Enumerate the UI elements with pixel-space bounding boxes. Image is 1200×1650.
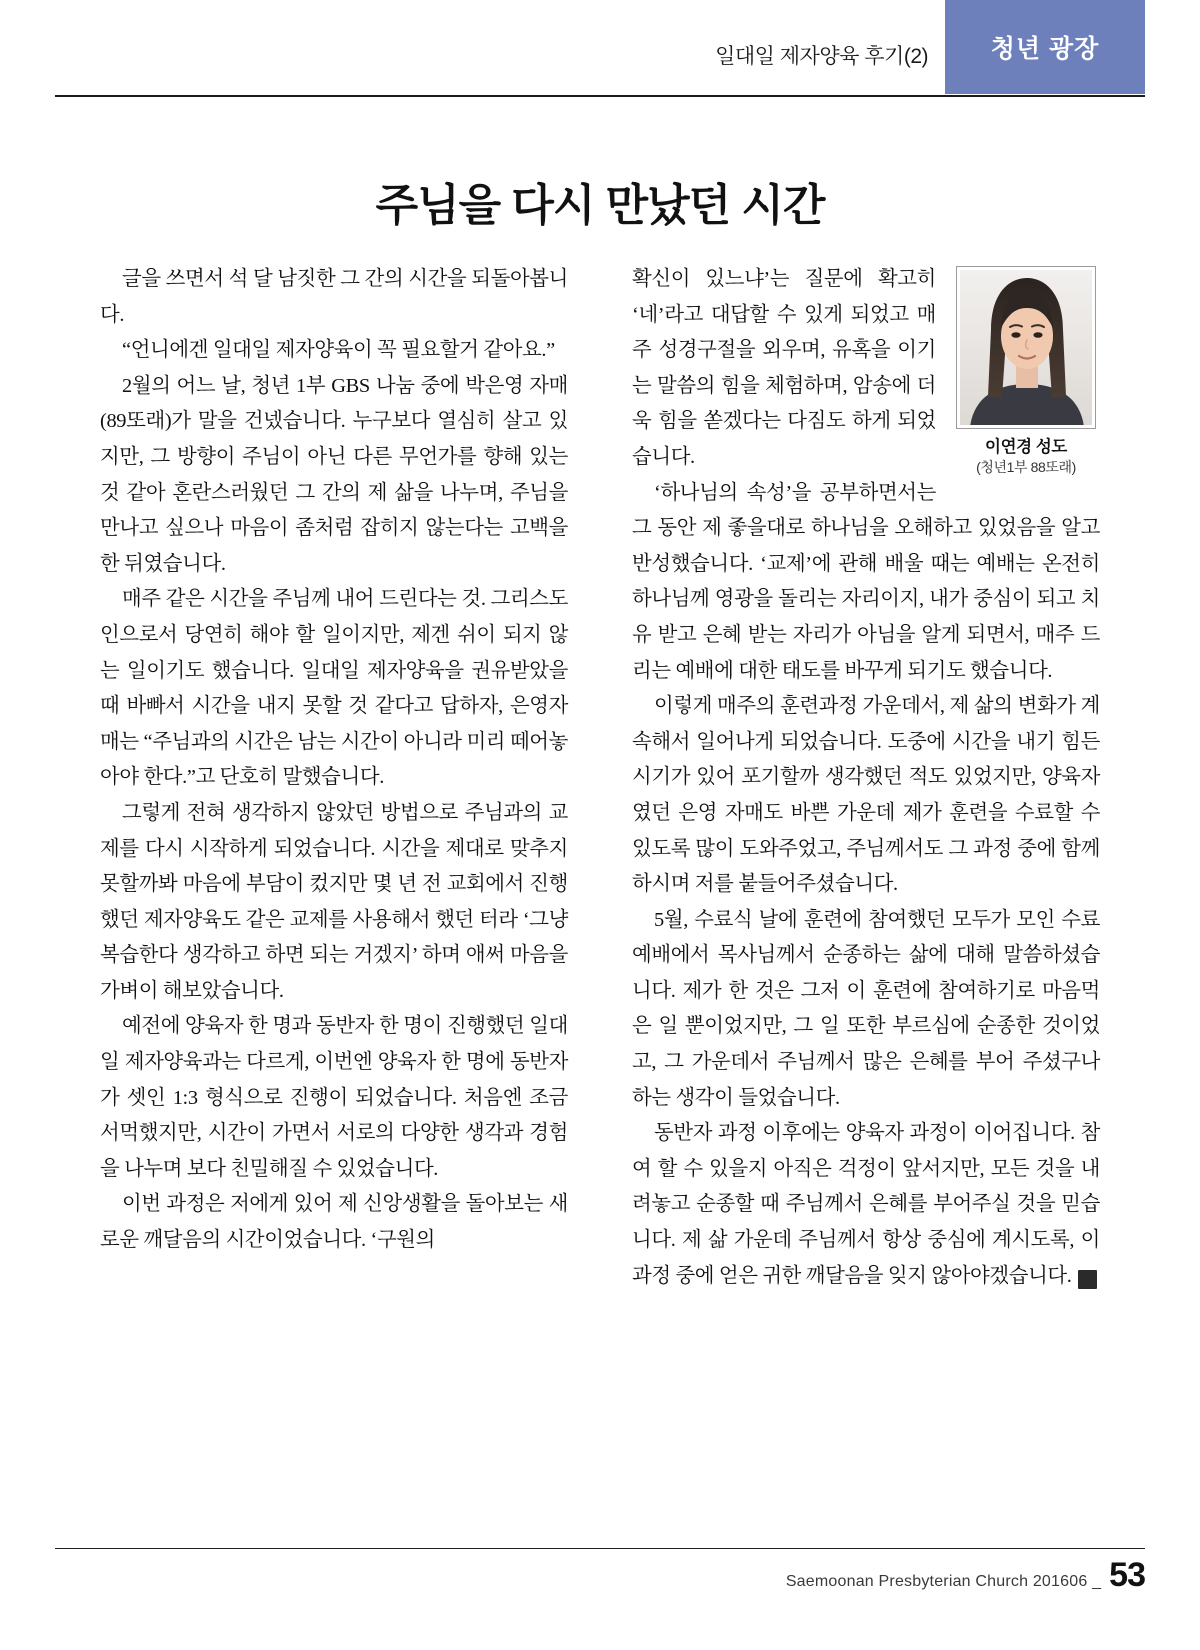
author-photo-frame	[956, 266, 1096, 429]
paragraph: “언니에겐 일대일 제자양육이 꼭 필요할거 같아요.”	[122, 339, 555, 362]
paragraph: 예전에 양육자 한 명과 동반자 한 명이 진행했던 일대일 제자양육과는 다르게, 이번엔 양육자 한 명에 동반자가 셋인 1:3 형식으로 진행이 되었습니다. 처음엔 조금 서먹했지만, 시간이 가면서 서로의 다양한 생각과 경험을 나누며 보다 친밀해질 수 있었습니다.	[100, 1015, 568, 1180]
page-title: 주님을 다시 만났던 시간	[375, 181, 825, 231]
end-mark-icon: 새	[1078, 1270, 1097, 1289]
paragraph: 확신이 있느냐’는 질문에 확고히 ‘네’라고 대답할 수 있게 되었고 매주 성경구절을 외우며, 유혹을 이기는 말씀의 힘을 체험하며, 암송에 더욱 힘을 쏟겠다는 다짐도 하게 되었습니다.	[632, 268, 936, 468]
section-tab: 청년 광장	[945, 0, 1145, 94]
paragraph: 이렇게 매주의 훈련과정 가운데서, 제 삶의 변화가 계속해서 일어나게 되었습니다. 도중에 시간을 내기 힘든 시기가 있어 포기할까 생각했던 적도 있었지만, 양육자였던 은영 자매도 바쁜 가운데 제가 훈련을 수료할 수 있도록 많이 도와주었고, 주님께서도 그 과정 중에 함께하시며 저를 붙들어주셨습니다.	[632, 695, 1100, 896]
page-number: 53	[1109, 1556, 1145, 1594]
article-column-right	[632, 262, 1112, 1294]
paragraph: 이번 과정은 저에게 있어 제 신앙생활을 돌아보는 새로운 깨달음의 시간이었습니다. ‘구원의	[100, 1193, 568, 1252]
paragraph	[632, 1116, 1112, 1294]
footer-divider	[55, 1548, 1145, 1549]
photo-caption-name: 이연경 성도	[985, 438, 1067, 456]
paragraph: 글을 쓰면서 석 달 남짓한 그 간의 시간을 되돌아봅니다.	[100, 268, 568, 326]
footer-text: Saemoonan Presbyterian Church 201606 _	[785, 1573, 1102, 1590]
paragraph: 그렇게 전혀 생각하지 않았던 방법으로 주님과의 교제를 다시 시작하게 되었습니다. 시간을 제대로 맞추지 못할까봐 마음에 부담이 컸지만 몇 년 전 교회에서 진행했던 제자양육도 같은 교제를 사용해서 했던 터라 ‘그냥 복습한다 생각하고 하면 되는 거겠지’ 하며 애써 마음을 가벼이 해보았습니다.	[100, 801, 568, 1002]
paragraph: 5월, 수료식 날에 훈련에 참여했던 모두가 모인 수료예배에서 목사님께서 순종하는 삶에 대해 말씀하셨습니다. 제가 한 것은 그저 이 훈련에 참여하기로 마음먹은 일 뿐이었지만, 그 일 또한 부르심에 순종한 것이었고, 그 가운데서 주님께서 많은 은혜를 부어 주셨구나 하는 생각이 들었습니다.	[632, 908, 1100, 1109]
portrait-illustration	[960, 270, 1092, 425]
page-header	[0, 0, 1200, 96]
paragraph-text: 동반자 과정 이후에는 양육자 과정이 이어집니다. 참여 할 수 있을지 아직은 걱정이 앞서지만, 모든 것을 내려놓고 순종할 때 주님께서 은혜를 부어주실 것을 믿습니다. 제 삶 가운데 주님께서 항상 중심에 계시도록, 이 과정 중에 얻은 귀한 깨달음을 잊지 않아야겠습니다.	[632, 1122, 1100, 1287]
header-kicker: 일대일 제자양육 후기(2)	[715, 45, 928, 68]
page-footer	[786, 1556, 1145, 1595]
header-divider	[55, 95, 1145, 97]
paragraph: 매주 같은 시간을 주님께 내어 드린다는 것. 그리스도인으로서 당연히 해야 할 일이지만, 제겐 쉬이 되지 않는 일이기도 했습니다. 일대일 제자양육을 권유받았을 때 바빠서 시간을 내지 못할 것 같다고 답하자, 은영자매는 “주님과의 시간은 남는 시간이 아니라 미리 떼어놓아야 한다.”고 단호히 말했습니다.	[100, 588, 568, 789]
author-photo-block	[952, 266, 1100, 476]
author-portrait	[960, 270, 1092, 425]
paragraph: ‘하나님의 속성’을 공부하면서는 그 동안 제 좋을대로 하나님을 오해하고 있었음을 알고 반성했습니다. ‘교제’에 관해 배울 때는 예배는 온전히 하나님께 영광을 돌리는 자리이지, 내가 중심이 되고 치유 받고 은혜 받는 자리가 아님을 알게 되면서, 매주 드리는 예배에 대한 태도를 바꾸게 되기도 했습니다.	[632, 481, 1100, 682]
paragraph: 2월의 어느 날, 청년 1부 GBS 나눔 중에 박은영 자매(89또래)가 말을 건넸습니다. 누구보다 열심히 살고 있지만, 그 방향이 주님이 아닌 다른 무언가를 향해 있는 것 같아 혼란스러웠던 그 간의 제 삶을 나누며, 주님을 만나고 싶으나 마음이 좀처럼 잡히지 않는다는 고백을 한 뒤였습니다.	[100, 374, 568, 575]
photo-caption-sub: (청년1부 88또래)	[976, 458, 1076, 475]
article-column-left	[100, 262, 568, 1259]
